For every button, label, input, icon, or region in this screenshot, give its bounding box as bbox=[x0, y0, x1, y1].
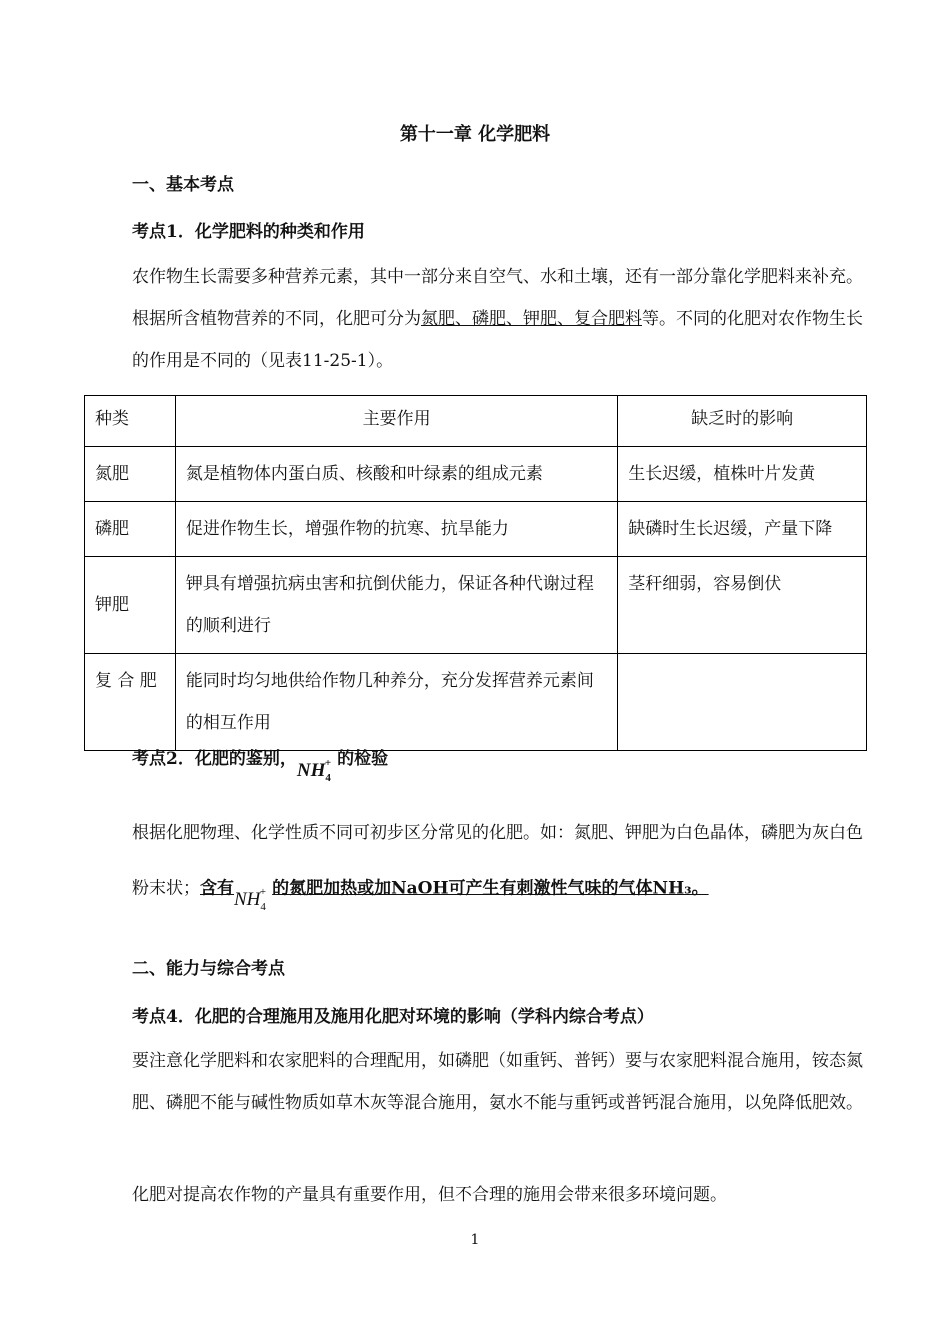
table-cell: 氮是植物体内蛋白质、核酸和叶绿素的组成元素 bbox=[175, 447, 617, 502]
point2-bold-b: 的氮肥加热或加NaOH可产生有刺激性气味的气体NH₃。 bbox=[272, 878, 709, 899]
ammonium-ion-formula bbox=[296, 756, 337, 784]
table-header-cell: 缺乏时的影响 bbox=[618, 396, 867, 447]
table-cell: 复 合 肥 bbox=[85, 654, 176, 751]
point1-paragraph bbox=[132, 256, 868, 382]
point1-text-b: 等。不同的化肥对农作物生长的作用是不同的（见表11-25-1）。 bbox=[132, 309, 863, 371]
ion-superscript: + bbox=[259, 886, 267, 898]
ammonium-ion-formula bbox=[234, 886, 272, 914]
point4-heading: 考点4．化肥的合理施用及施用化肥对环境的影响（学科内综合考点） bbox=[132, 1007, 654, 1027]
table-row bbox=[85, 654, 867, 751]
table-cell: 磷肥 bbox=[85, 502, 176, 557]
page-title: 第十一章 化学肥料 bbox=[399, 124, 551, 145]
point4-paragraph-1: 要注意化学肥料和农家肥料的合理配用，如磷肥（如重钙、普钙）要与农家肥料混合施用，铵态氮肥、磷肥不能与碱性物质如草木灰等混合施用，氨水不能与重钙或普钙混合施用，以免降低肥效。 bbox=[132, 1051, 863, 1113]
table-cell: 茎秆细弱，容易倒伏 bbox=[618, 557, 867, 654]
table-cell: 氮肥 bbox=[85, 447, 176, 502]
point2-heading-a: 考点2．化肥的鉴别， bbox=[132, 749, 297, 769]
table-header-cell: 种类 bbox=[85, 396, 176, 447]
section1-heading: 一、基本考点 bbox=[132, 175, 234, 195]
table-row bbox=[85, 557, 867, 654]
ion-subscript: 4 bbox=[325, 772, 331, 784]
point1-heading: 考点1．化学肥料的种类和作用 bbox=[132, 222, 365, 242]
table-row bbox=[85, 502, 867, 557]
fertilizer-table bbox=[84, 395, 867, 751]
ion-base: NH bbox=[234, 889, 261, 911]
point2-bold-a: 含有 bbox=[200, 878, 234, 899]
table-cell: 缺磷时生长迟缓，产量下降 bbox=[618, 502, 867, 557]
page-number: 1 bbox=[470, 1232, 480, 1248]
table-cell: 促进作物生长，增强作物的抗寒、抗旱能力 bbox=[175, 502, 617, 557]
section2-heading: 二、能力与综合考点 bbox=[132, 959, 285, 979]
point2-heading bbox=[132, 744, 389, 784]
point1-text-a: 农作物生长需要多种营养元素，其中一部分来自空气、水和土壤，还有一部分靠化学肥料来补充。根据所含植物营养的不同，化肥可分为 bbox=[132, 267, 863, 329]
ion-subscript: 4 bbox=[260, 901, 266, 914]
table-cell bbox=[618, 654, 867, 751]
table-row bbox=[85, 447, 867, 502]
ion-base: NH bbox=[296, 760, 326, 781]
table-cell: 钾具有增强抗病虫害和抗倒伏能力，保证各种代谢过程的顺利进行 bbox=[175, 557, 617, 654]
table-cell: 能同时均匀地供给作物几种养分，充分发挥营养元素间的相互作用 bbox=[175, 654, 617, 751]
table-cell: 钾肥 bbox=[85, 557, 176, 654]
point2-paragraph bbox=[132, 808, 868, 920]
table-header-cell: 主要作用 bbox=[175, 396, 617, 447]
point2-heading-b: 的检验 bbox=[337, 749, 389, 769]
table-cell: 生长迟缓，植株叶片发黄 bbox=[618, 447, 867, 502]
table-header-row bbox=[85, 396, 867, 447]
point4-paragraph-2: 化肥对提高农作物的产量具有重要作用，但不合理的施用会带来很多环境问题。 bbox=[132, 1185, 727, 1205]
point2-text-a: 根据化肥物理、化学性质不同可初步区分常见的化肥。如：氮肥、钾肥为白色晶体，磷肥为灰白色粉末状； bbox=[132, 823, 863, 899]
ion-superscript: + bbox=[324, 756, 332, 769]
fertilizer-types: 氮肥、磷肥、钾肥、复合肥料 bbox=[421, 309, 642, 329]
